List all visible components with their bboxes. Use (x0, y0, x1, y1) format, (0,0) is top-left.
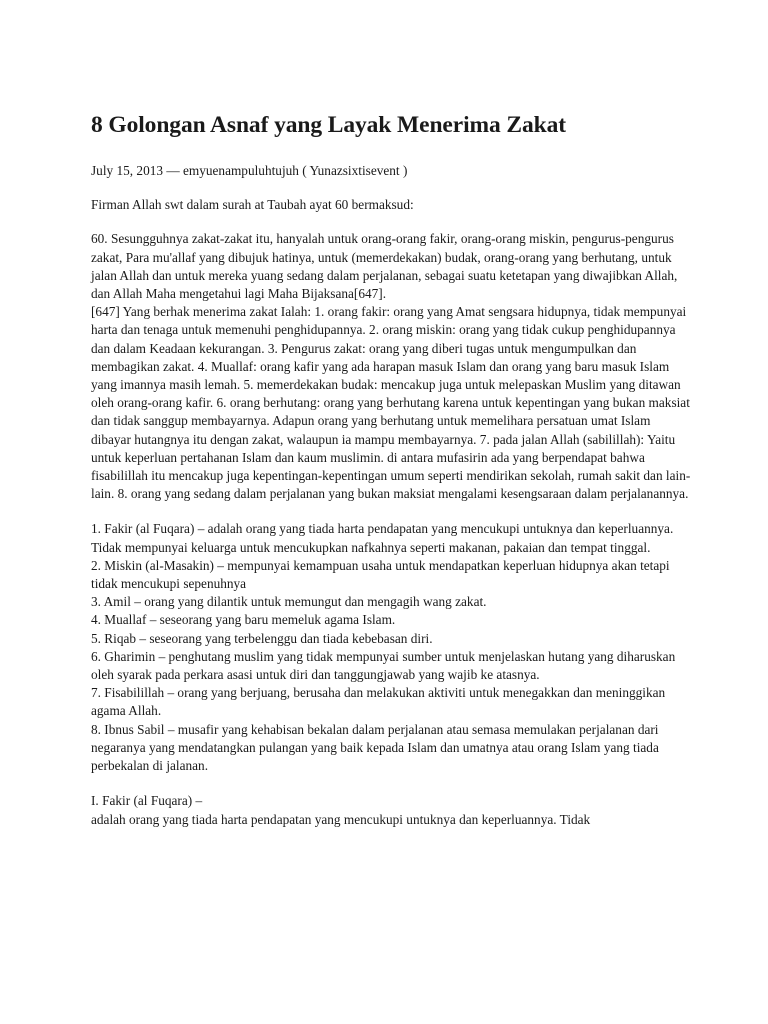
list-item: 2. Miskin (al-Masakin) – mempunyai kemampuan usaha untuk mendapatkan keperluan hidupnya akan tetapi tidak mencukupi sepenuhnya (91, 557, 670, 592)
list-item: 5. Riqab – seseorang yang terbelenggu dan tiada kebebasan diri. (91, 630, 433, 646)
list-item: 8. Ibnus Sabil – musafir yang kehabisan bekalan dalam perjalanan atau semasa memulakan perjalanan dari negaranya yang mendatangkan pulangan yang baik kepada Islam dan umatnya atau orang Islam yang tiada perbekalan di jalanan. (91, 721, 659, 774)
document-page (91, 110, 691, 829)
list-item: 3. Amil – orang yang dilantik untuk memungut dan mengagih wang zakat. (91, 594, 487, 610)
list-item: 6. Gharimin – penghutang muslim yang tidak mempunyai sumber untuk menjelaskan hutang yang diharuskan oleh syarak pada perkara asasi untuk diri dan tanggungjawab yang wajib ke atasnya. (91, 648, 676, 683)
document-title: 8 Golongan Asnaf yang Layak Menerima Zakat (91, 112, 566, 138)
list-item: 7. Fisabilillah – orang yang berjuang, berusaha dan melakukan aktiviti untuk menegakkan dan meninggikan agama Allah. (91, 685, 666, 719)
intro-paragraph: Firman Allah swt dalam surah at Taubah ayat 60 bermaksud: (91, 197, 414, 213)
footnote-paragraph: [647] Yang berhak menerima zakat Ialah: 1. orang fakir: orang yang Amat sengsara hidupnya, tidak mempunyai harta dan tenaga untuk memenuhi penghidupannya. 2. orang miskin: orang yang tidak cukup penghidupannya dan dalam Keadaan kekurangan. 3. Pengurus zakat: orang yang diberi tugas untuk mengumpulkan dan membagikan zakat. 4. Muallaf: orang kafir yang ada harapan masuk Islam dan orang yang baru masuk Islam yang imannya masih lemah. 5. memerdekakan budak: mencakup juga untuk melepaskan Muslim yang ditawan oleh orang-orang kafir. 6. orang berhutang: orang yang berhutang karena untuk kepentingan yang bukan maksiat dan tidak sanggup membayarnya. Adapun orang yang berhutang untuk memelihara persatuan umat Islam dibayar hutangnya itu dengan zakat, walaupun ia mampu membayarnya. 7. pada jalan Allah (sabilillah): Yaitu untuk keperluan pertahanan Islam dan kaum muslimin. di antara mufasirin ada yang berpendapat bahwa fisabilillah itu mencakup juga kepentingan-kepentingan umum seperti mendirikan sekolah, rumah sakit dan lain-lain. 8. orang yang sedang dalam perjalanan yang bukan maksiat mengalami kesengsaraan dalam perjalanannya. (91, 304, 691, 502)
verse-paragraph: 60. Sesungguhnya zakat-zakat itu, hanyalah untuk orang-orang fakir, orang-orang miskin, pengurus-pengurus zakat, Para mu'allaf yang dibujuk hatinya, untuk (memerdekakan) budak, orang-orang yang berhutang, untuk jalan Allah dan untuk mereka yuang sedang dalam perjalanan, sebagai suatu ketetapan yang diwajibkan Allah, dan Allah Maha mengetahui lagi Maha Bijaksana[647]. (91, 231, 678, 302)
post-meta: July 15, 2013 — emyuenampuluhtujuh ( Yunazsixtisevent ) (91, 163, 408, 178)
list-item: 1. Fakir (al Fuqara) – adalah orang yang tiada harta pendapatan yang mencukupi untuknya dan keperluannya. Tidak mempunyai keluarga untuk mencukupkan nafkahnya seperti makanan, pakaian dan tempat tinggal. (91, 521, 674, 555)
section-heading: I. Fakir (al Fuqara) – (91, 793, 203, 809)
section-text: adalah orang yang tiada harta pendapatan yang mencukupi untuknya dan keperluannya. Tidak (91, 811, 591, 827)
asnaf-list (91, 520, 691, 775)
list-item: 4. Muallaf – seseorang yang baru memeluk agama Islam. (91, 612, 396, 628)
